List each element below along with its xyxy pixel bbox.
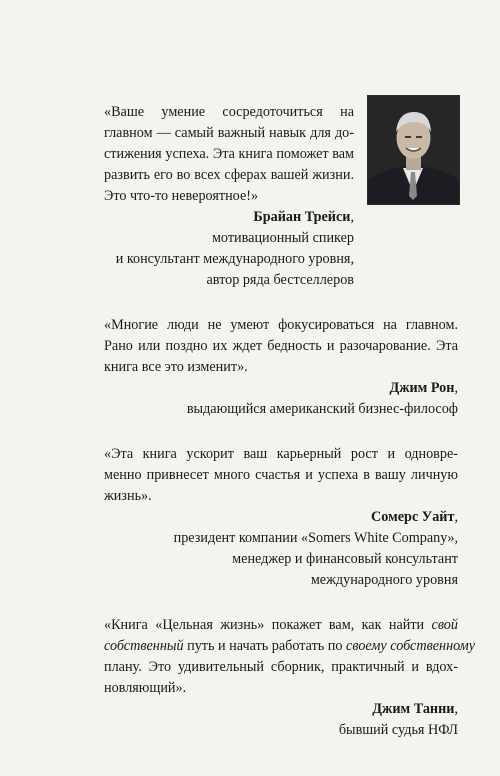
quote-1-title-3: автор ряда бестселлеров xyxy=(206,272,354,288)
portrait-illustration xyxy=(368,96,459,204)
quote-1-author-comma: , xyxy=(350,209,354,225)
quote-1-title-2: и консультант международного уровня, xyxy=(115,251,354,267)
quote-1-line-5: Это что-то невероятное!» xyxy=(104,188,259,204)
quote-4-author-name: Джим Танни xyxy=(372,701,455,717)
quote-2-title-1: выдающийся американский бизнес-философ xyxy=(186,401,458,417)
quote-4-author-comma: , xyxy=(454,701,458,717)
quote-4-line-2 xyxy=(104,636,476,657)
quote-3-line-3: жизнь». xyxy=(104,488,152,504)
quote-3-author xyxy=(104,507,458,528)
quote-4-line-1 xyxy=(104,615,458,636)
quote-1-line-3: стижения успеха. Эта книга поможет вам xyxy=(104,146,354,162)
quote-1-title-1: мотивационный спикер xyxy=(211,230,354,246)
quote-3-title-3: международного уровня xyxy=(310,572,458,588)
quote-2-author xyxy=(104,378,458,399)
author-portrait-photo xyxy=(367,95,460,205)
quote-3-title-1: президент компании «Somers White Company», xyxy=(173,530,458,546)
quote-4-line-2-italic-a: собственный xyxy=(104,638,184,654)
quote-4-line-1-text: «Книга «Цельная жизнь» покажет вам, как найти xyxy=(104,617,432,633)
quote-4-line-3: плану. Это удивительный сборник, практичный и вдох- xyxy=(104,659,458,675)
quote-4-title-1: бывший судья НФЛ xyxy=(338,722,458,738)
quote-4-author xyxy=(104,699,458,720)
quote-2-line-3: книга все это изменит». xyxy=(104,359,248,375)
quote-4-line-2-italic-b: своему собственному xyxy=(346,638,476,654)
quote-1-line-1: «Ваше умение сосредоточиться на xyxy=(104,104,354,120)
quote-4-line-4: новляющий». xyxy=(104,680,187,696)
quote-3-author-comma: , xyxy=(454,509,458,525)
quote-4-line-1-italic: свой xyxy=(431,617,458,633)
quote-1-author-name: Брайан Трейси xyxy=(253,209,351,225)
quote-2-line-2: Рано или поздно их ждет бедность и разочарование. Эта xyxy=(104,338,458,354)
quote-2-author-comma: , xyxy=(454,380,458,396)
quote-2-line-1: «Многие люди не умеют фокусироваться на главном. xyxy=(104,317,458,333)
quote-1-author xyxy=(104,207,354,228)
quote-4-line-2-text: путь и начать работать по xyxy=(183,638,347,654)
quote-2-author-name: Джим Рон xyxy=(389,380,455,396)
quote-3-line-1: «Эта книга ускорит ваш карьерный рост и одновре- xyxy=(104,446,458,462)
quote-3-title-2: менеджер и финансовый консультант xyxy=(232,551,458,567)
quote-3-line-2: менно привнесет много счастья и успеха в вашу личную xyxy=(104,467,458,483)
quote-1-line-4: развить его во всех сферах вашей жизни. xyxy=(104,167,354,183)
quote-1-line-2: главном — самый важный навык для до- xyxy=(104,125,354,141)
quote-3-author-name: Сомерс Уайт xyxy=(371,509,455,525)
